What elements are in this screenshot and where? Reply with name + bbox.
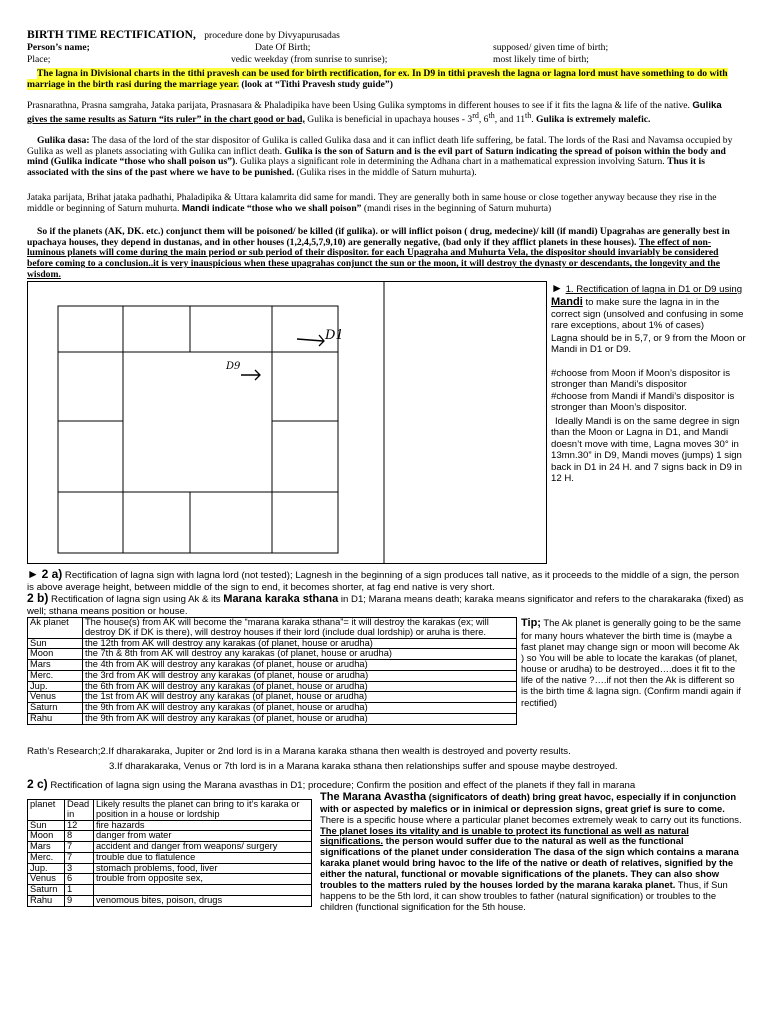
ak-table-row (28, 713, 517, 724)
ak-table-row-cell: the 7th & 8th from AK will destroy any karakas (of planet, house or arudha) (83, 649, 517, 660)
planets-paragraph (27, 227, 739, 281)
gulika-upachaya-text: Gulika is beneficial in upachaya houses - 3 (307, 113, 473, 125)
dead-table-row-cell: Jup. (28, 863, 65, 874)
gulika-dasa-label: Gulika dasa: (37, 135, 90, 146)
step1-purpose: to make sure the lagna in in the correct sign (unsolved and confusing in some rare exceptions, about 1% of cases) (551, 296, 744, 332)
gulika-malefic-text: Gulika is extremely malefic. (536, 113, 651, 125)
raths-line-2: 3.If dharakaraka, Venus or 7th lord is in a Marana karaka sthana then relationships suffer and spouse maybe destroyed. (109, 760, 618, 772)
arrow-bullet-icon: ► (551, 281, 563, 295)
step2b (27, 591, 745, 618)
step1-moon-choice: #choose from Moon if Moon’s dispositor is stronger than Mandi’s dispositor (551, 367, 730, 391)
dead-header-dead: Dead in (65, 800, 94, 821)
ak-table-row (28, 649, 517, 660)
step2c-title: Rectification of lagna sign using the Marana avasthas in D1; procedure; (50, 780, 354, 791)
step1-title: 1. Rectification of lagna in D1 or D9 using (565, 284, 743, 295)
arrow-bullet-icon-2a: ► (27, 567, 39, 581)
dead-table-row (28, 820, 312, 831)
ak-header-planet: Ak planet (28, 618, 83, 639)
dead-table-row-cell: trouble due to flatulence (94, 852, 312, 863)
ak-table (27, 617, 517, 725)
given-time-label: supposed/ given time of birth; (493, 42, 609, 53)
chart-grid (27, 281, 547, 564)
ak-table-row (28, 660, 517, 671)
dead-table-row-cell: 8 (65, 831, 94, 842)
ak-table-row-cell: Jup. (28, 681, 83, 692)
step1-heading (551, 281, 746, 332)
step2a-text: Lagnesh in the beginning of a sign produces tall native, as it proceeds to the middle of a sign, the person is above average height, between middle of the sign to end, it becomes shorter, at fag end native is very short. (27, 570, 740, 593)
gulika-saturn-text: gives the same results as Saturn “its ruler” in the chart good or bad, (27, 113, 305, 125)
highlight-tail: (look at “Tithi Pravesh study guide”) (241, 78, 393, 90)
d1-pointer (297, 339, 323, 341)
mandi-word: Mandi (181, 202, 210, 214)
dead-table-row-cell: 1 (65, 885, 94, 896)
ak-table-row-cell: Moon (28, 649, 83, 660)
ak-table-row-cell: Rahu (28, 713, 83, 724)
place-label: Place; (27, 54, 51, 65)
ak-table-row (28, 638, 517, 649)
ak-table-row-cell: the 12th from AK will destroy any karakas (of planet, house or arudha) (83, 638, 517, 649)
dead-table-row-cell: accident and danger from weapons/ surgery (94, 842, 312, 853)
dead-table-row (28, 863, 312, 874)
step2c-text: Confirm the position and effect of the planets if they fall in marana (356, 780, 636, 791)
gulika-upachaya-11: , and 11 (494, 113, 525, 125)
ak-table-row-cell: the 9th from AK will destroy any karakas (of planet, house or arudha) (83, 703, 517, 714)
marana-suffer: the person would suffer due to the natural as well as the functional significations of the planet under consideration (320, 835, 684, 858)
ak-table-row-cell: Sun (28, 638, 83, 649)
step2c-num: 2 c) (27, 777, 48, 791)
step2b-title: Rectification of lagna sign using Ak & its (51, 594, 221, 605)
likely-time-label: most likely time of birth; (493, 54, 589, 65)
gulika-intro-text: Prasnarathna, Prasna samgraha, Jataka parijata, Prasnasara & Phaladipika have been Using Gulika symptoms in different houses to see if it fits the lagna & life of the native. (27, 100, 690, 111)
dead-table (27, 799, 312, 907)
person-name-label: Person’s name; (27, 42, 90, 53)
step1-mandi-word: Mandi (551, 295, 583, 308)
dead-table-row-cell: Rahu (28, 895, 65, 906)
d1-label: D1 (325, 328, 344, 343)
dead-header-results: Likely results the planet can bring to it’s karaka or position in a house or lordship (94, 800, 312, 821)
dead-table-row (28, 842, 312, 853)
step2b-sthana: Marana karaka sthana (223, 593, 339, 605)
doc-title-line (27, 29, 747, 42)
ak-table-row-cell: Saturn (28, 703, 83, 714)
ak-table-row-cell: Mars (28, 660, 83, 671)
dead-table-row-cell: 9 (65, 895, 94, 906)
step2a-title: Rectification of lagna sign with lagna lord (not tested); (64, 570, 293, 581)
gulika-sins-text: Thus it is associated with the sins of the past where we have to be punished. (27, 156, 705, 179)
planets-dispositor-text: The effect of non-luminous planets will come during the main period or sub period of their dispositor. for each Upagraha and Muhurta Vela, the dispositor should invariably be considered before coming to a conclusion..it is very inauspicious when these upagrahas conjunct the sun or the moon, it will destroy the dynasty or descendants, the longevity and the wisdom. (27, 236, 721, 280)
d9-label: D9 (226, 361, 241, 372)
raths-line-1: Rath’s Research;2.If dharakaraka, Jupiter or 2nd lord is in a Marana karaka sthana then wealth is destroyed and poverty results. (27, 746, 571, 757)
highlight-text: The lagna in Divisional charts in the tithi pravesh can be used for birth rectification, for ex. In D9 in tithi pravesh the lagna or lagna lord must have something to do with marriage in the birth rasi during the marriage year. (27, 68, 728, 90)
dead-table-row (28, 874, 312, 885)
dead-table-row (28, 831, 312, 842)
ak-table-row-cell: the 4th from AK will destroy any karakas (of planet, house or arudha) (83, 660, 517, 671)
dob-label: Date Of Birth; (255, 42, 311, 53)
ak-table-row-cell: the 9th from AK will destroy any karakas (of planet, house or arudha) (83, 713, 517, 724)
dead-table-row-cell: Saturn (28, 885, 65, 896)
dead-table-row (28, 852, 312, 863)
gulika-adhana-text: . Gulika plays a significant role in determining the Adhana chart in a mathematical expression involving Saturn. (235, 156, 665, 168)
step1-ideal: Ideally Mandi is on the same degree in sign than the Moon or Lagna in D1, and Mandi doesn’t move with time, Lagna moves 30° in 13mn.30” in D9, Mandi moves (jumps) 1 sign back in D1 in 24 H. and 7 signs back in D9 in 12 H. (551, 415, 742, 485)
dead-table-row-cell: Mars (28, 842, 65, 853)
dead-table-row-cell: Sun (28, 820, 65, 831)
dead-table-row-cell: 12 (65, 820, 94, 831)
dead-table-row (28, 885, 312, 896)
step1-mandi-choice: #choose from Mandi if Mandi’s dispositor is stronger than Moon’s dispositor. (551, 390, 735, 414)
mandi-poison-text: indicate “those who we shall poison” (211, 202, 362, 214)
chart-box (27, 281, 547, 564)
ak-table-row (28, 703, 517, 714)
step2b-num: 2 b) (27, 591, 49, 605)
marana-intro: (significators of death) bring great havoc, especially if in conjunction with or aspected by malefics or in inimical or depression signs, great grief is sure to come. (320, 791, 737, 814)
doc-title: BIRTH TIME RECTIFICATION, (27, 29, 196, 41)
dead-table-row-cell: trouble from opposite sex, (94, 874, 312, 885)
ak-table-header (28, 618, 517, 639)
step1-panel (551, 281, 746, 485)
highlight-paragraph (27, 69, 739, 90)
gulika-word: Gulika (692, 100, 722, 111)
dead-table-row (28, 895, 312, 906)
gulika-upachaya-6: , 6 (478, 113, 489, 125)
ak-header-desc: The house(s) from AK will become the “marana karaka sthana”= it will destroy the karakas (ex; will destroy DK if DK is there), will destroy houses if their lord (include dual lordship) or aruha is there. (83, 618, 517, 639)
dead-header-planet: planet (28, 800, 65, 821)
dead-table-row-cell: stomach problems, food, liver (94, 863, 312, 874)
tip-box (521, 617, 743, 708)
planets-poison-text: So if the planets (AK, DK. etc.) conjunct them will be poisoned/ be killed (if gulika). or will inflict poison ( drug, medecine)/ kill (if mandi) Upagrahas are generally best in upachaya houses, they depend in dustanas, and in other houses (1,2,4,5,7,9,10) are generally negative, (bad only if they afflict planets in these houses). (27, 226, 730, 248)
dead-table-row-cell: 7 (65, 842, 94, 853)
dead-table-header (28, 800, 312, 821)
dead-table-row-cell: venomous bites, poison, drugs (94, 895, 312, 906)
marana-specific: There is a specific house where a particular planet becomes extremely weak to carry out its functions. (320, 813, 742, 825)
ak-table-row-cell: the 3rd from AK will destroy any karakas (of planet, house or arudha) (83, 670, 517, 681)
dead-table-row-cell (94, 885, 312, 896)
marana-dasa: The dasa of the sign which contains a marana karaka planet would bring havoc to the life of the native or death of relatives, signified by the either the natural, functional or movable significations of the planets. They can also show troubles to the matters ruled by the houses lorded by the marana karaka planet. (320, 846, 739, 891)
ak-table-row (28, 692, 517, 703)
mandi-paragraph (27, 193, 739, 214)
marana-vitality: The planet loses its vitality and is unable to protect its functional as well as natural significations. (320, 824, 689, 847)
dead-table-row-cell: 7 (65, 852, 94, 863)
step1-rule: Lagna should be in 5,7, or 9 from the Moon or Mandi in D1 or D9. (551, 332, 746, 356)
marana-title: The Marana Avastha (320, 791, 427, 803)
dead-table-row-cell: Merc. (28, 852, 65, 863)
dead-table-row-cell: Moon (28, 831, 65, 842)
step2a (27, 567, 745, 593)
raths-research (27, 745, 745, 775)
mandi-muhurta-text: (mandi rises in the beginning of Saturn muhurta) (363, 202, 552, 214)
gulika-dasa-text: The dasa of the lord of the star dispositor of Gulika is called Gulika dasa and it can inflict death life suffering, be fatal. The lords of the Rasi and Navamsa occupied by Gulika as well as planets associating with Gulika can inflict death. (27, 135, 733, 157)
ak-table-row-cell: the 1st from AK will destroy any karakas (of planet, house or arudha) (83, 692, 517, 703)
doc-subtitle: procedure done by Divyapurusadas (204, 30, 340, 41)
ak-table-row-cell: the 6th from AK will destroy any karakas (of planet, house or arudha) (83, 681, 517, 692)
step2b-d1: in D1; (340, 594, 366, 605)
ak-table-row (28, 670, 517, 681)
gulika-son-text: Gulika is the son of Saturn and is the evil part of Saturn indicating the spread of poison within the body and mind (Gulika indicate “those who shall poison us”) (27, 145, 726, 168)
marana-avastha (320, 791, 745, 913)
dead-table-row-cell: Venus (28, 874, 65, 885)
ak-table-row-cell: Merc. (28, 670, 83, 681)
ak-table-row-cell: Venus (28, 692, 83, 703)
step2b-text: Marana means death; karaka means significator and refers to the charakaraka (fixed) as well; sthana means position or house. (27, 594, 744, 618)
dead-table-row-cell: 3 (65, 863, 94, 874)
step2c (27, 777, 745, 792)
gulika-dasa (27, 136, 739, 179)
mandi-text: Jataka parijata, Brihat jataka padhathi, Phaladipika & Uttara kalamrita did same for mandi. They are generally both in same house or close together anyway because they rise in the middle or beginning of Saturn muhurta. (27, 192, 717, 214)
step2a-num: 2 a) (41, 567, 63, 581)
dead-table-row-cell: 6 (65, 874, 94, 885)
tip-text: The Ak planet is generally going to be the same for many hours whatever the birth time is (maybe a fast planet may change sign or moon will become Ak ) so You will be able to locate the karakas (of planet, house or arudha) to be destroyed….does it fit to the life of the native ?….if not then the Ak is different so is the birth time & lagna sign. (Confirm mandi again if rectified) (521, 617, 741, 708)
weekday-label: vedic weekday (from sunrise to sunrise); (231, 54, 388, 65)
tip-label: Tip; (521, 617, 541, 629)
ak-table-row (28, 681, 517, 692)
dead-table-row-cell: danger from water (94, 831, 312, 842)
gulika-muhurta-text: (Gulika rises in the middle of Saturn muhurta). (296, 167, 477, 179)
gulika-intro: Prasnarathna, Prasna samgraha, Jataka parijata, Prasnasara & Phaladipika have been Using Gulika symptoms in different houses to see if it fits the lagna & life of the native. Gulika gives the same results as Saturn “its ruler” in the chart good or bad, Gulika is beneficial in upachaya houses - 3rd, 6th, and 11th. Gulika is extremely malefic. (27, 100, 722, 125)
marana-sun-example: Thus, if Sun happens to be the 5th lord, it can show troubles to father (natural signification) or troubles to the children (functional signification for the 5th house. (320, 879, 728, 912)
dead-table-row-cell: fire hazards (94, 820, 312, 831)
